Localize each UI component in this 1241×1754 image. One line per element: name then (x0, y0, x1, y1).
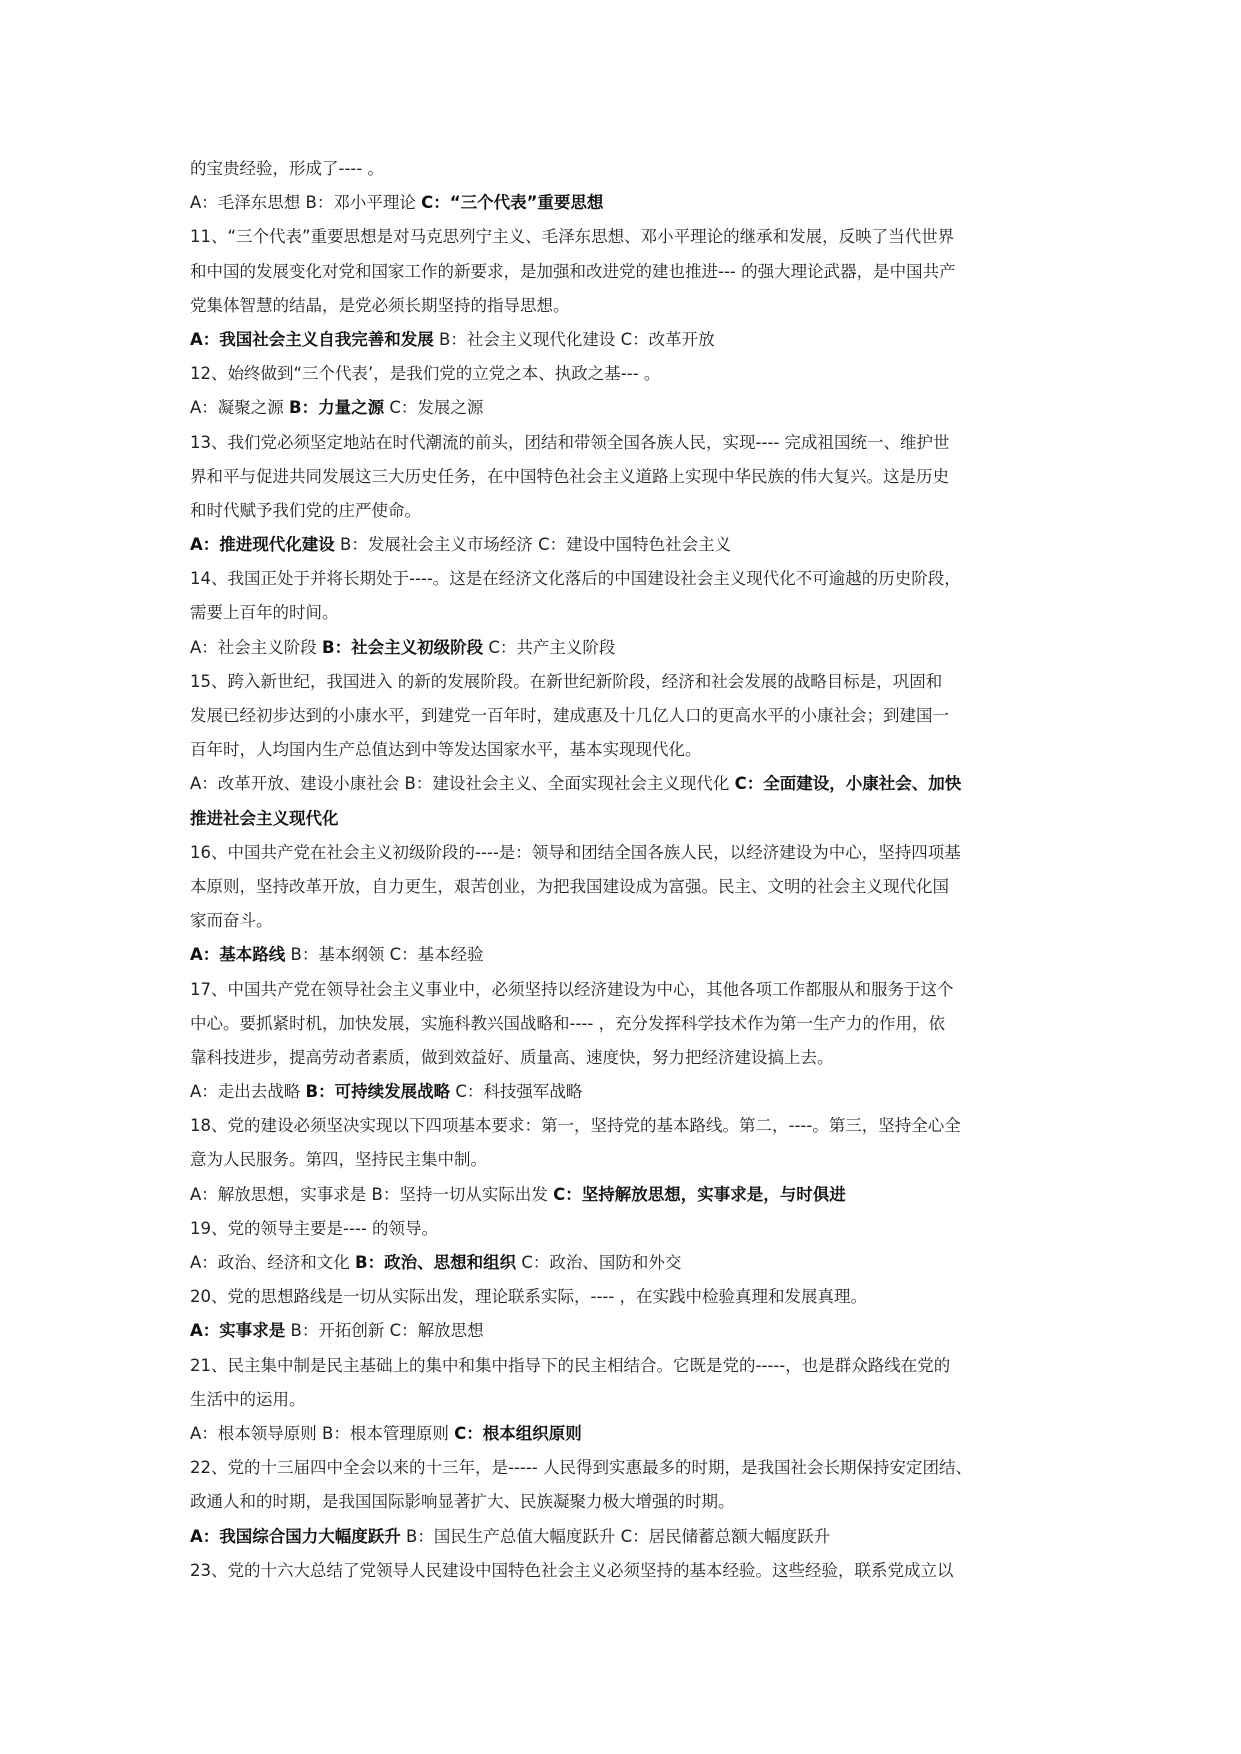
body-text: 12、始终做到“三个代表’，是我们党的立党之本、执政之基--- 。 (190, 364, 661, 384)
text-line (190, 973, 1070, 1007)
body-text: B：开拓创新 C：解放思想 (285, 1321, 484, 1341)
body-text: 13、我们党必须坚定地站在时代潮流的前头，团结和带领全国各族人民，实现---- 完成祖国统一、维护世 (190, 432, 950, 452)
text-line (190, 836, 1070, 870)
body-text: 中心。要抓紧时机，加快发展，实施科教兴国战略和---- ，充分发挥科学技术作为第一生产力的作用，依 (190, 1013, 946, 1033)
answer-text: A：推进现代化建设 (190, 535, 335, 555)
text-line (190, 733, 1070, 767)
body-text: 和时代赋予我们党的庄严使命。 (190, 500, 421, 520)
body-text: B：社会主义现代化建设 C：改革开放 (433, 329, 715, 349)
body-text: 百年时，人均国内生产总值达到中等发达国家水平，基本实现现代化。 (190, 740, 702, 760)
body-text: 17、中国共产党在领导社会主义事业中，必须坚持以经济建设为中心，其他各项工作都服从和服务于这个 (190, 979, 954, 999)
text-line (190, 255, 1070, 289)
answer-text: C：根本组织原则 (454, 1423, 582, 1443)
body-text: 发展已经初步达到的小康水平，到建党一百年时，建成惠及十几亿人口的更高水平的小康社会；到建国一 (190, 706, 949, 725)
body-text: C：政治、国防和外交 (516, 1253, 682, 1272)
body-text: 的宝贵经验，形成了---- 。 (190, 159, 385, 178)
text-line (190, 1007, 1070, 1041)
answer-text: C：全面建设，小康社会、加快 (734, 774, 962, 794)
text-line (190, 1280, 1070, 1314)
text-line (190, 289, 1070, 323)
text-line (190, 186, 1070, 220)
body-text: 界和平与促进共同发展这三大历史任务，在中国特色社会主义道路上实现中华民族的伟大复兴。这是历史 (190, 466, 949, 486)
text-line (190, 1554, 1070, 1588)
body-text: 23、党的十六大总结了党领导人民建设中国特色社会主义必须坚持的基本经验。这些经验，联系党成立以 (190, 1560, 954, 1580)
document-page (190, 152, 1070, 1588)
text-line (190, 426, 1070, 460)
text-line (190, 870, 1070, 904)
body-text: A：走出去战略 (190, 1082, 306, 1102)
body-text: 本原则，坚持改革开放，自力更生，艰苦创业，为把我国建设成为富强。民主、文明的社会主义现代化国 (190, 876, 949, 896)
body-text: 18、党的建设必须坚决实现以下四项基本要求：第一，坚持党的基本路线。第二，----。第三，坚持全心全 (190, 1116, 961, 1136)
body-text: C：共产主义阶段 (483, 637, 616, 657)
text-line (190, 1246, 1070, 1280)
text-line (190, 1143, 1070, 1177)
text-line (190, 528, 1070, 562)
body-text: A：根本领导原则 B：根本管理原则 (190, 1423, 455, 1443)
text-line (190, 665, 1070, 699)
text-line (190, 323, 1070, 357)
body-text: 政通人和的时期，是我国国际影响显著扩大、民族凝聚力极大增强的时期。 (190, 1492, 735, 1512)
body-text: A：毛泽东思想 B：邓小平理论 (190, 193, 422, 213)
text-line (190, 1109, 1070, 1143)
text-line (190, 460, 1070, 494)
text-line (190, 1041, 1070, 1075)
body-text: B：发展社会主义市场经济 C：建设中国特色社会主义 (334, 535, 732, 555)
text-line (190, 938, 1070, 972)
text-line (190, 596, 1070, 630)
body-text: B：基本纲领 C：基本经验 (285, 945, 484, 965)
body-text: 家而奋斗。 (190, 911, 273, 931)
text-line (190, 904, 1070, 938)
body-text: A：改革开放、建设小康社会 B：建设社会主义、全面实现社会主义现代化 (190, 774, 735, 794)
answer-text: 推进社会主义现代化 (190, 808, 339, 828)
answer-text: B：政治、思想和组织 (355, 1253, 517, 1272)
body-text: 20、党的思想路线是一切从实际出发，理论联系实际，---- ，在实践中检验真理和发展真理。 (190, 1287, 868, 1307)
body-text: A：凝聚之源 (190, 398, 290, 418)
body-text: 21、民主集中制是民主基础上的集中和集中指导下的民主相结合。它既是党的-----，也是群众路线在党的 (190, 1355, 951, 1375)
body-text: 15、跨入新世纪，我国进入 的新的发展阶段。在新世纪新阶段，经济和社会发展的战略目标是，巩固和 (190, 671, 943, 691)
body-text: 和中国的发展变化对党和国家工作的新要求，是加强和改进党的建也推进--- 的强大理论武器，是中国共产 (190, 261, 956, 281)
body-text: 16、中国共产党在社会主义初级阶段的----是：领导和团结全国各族人民，以经济建设为中心，坚持四项基 (190, 842, 961, 862)
answer-text: A：实事求是 (190, 1321, 286, 1341)
body-text: 生活中的运用。 (190, 1389, 306, 1409)
body-text: B：国民生产总值大幅度跃升 C：居民储蓄总额大幅度跃升 (400, 1526, 831, 1546)
text-line (190, 1178, 1070, 1212)
text-line (190, 1417, 1070, 1451)
text-line (190, 1485, 1070, 1519)
text-line (190, 357, 1070, 391)
answer-text: C：坚持解放思想，实事求是，与时俱进 (553, 1184, 846, 1204)
text-line (190, 220, 1070, 254)
text-line (190, 391, 1070, 425)
answer-text: B：力量之源 (289, 398, 385, 418)
body-text: 14、我国正处于并将长期处于----。这是在经济文化落后的中国建设社会主义现代化不可逾越的历史阶段， (190, 569, 961, 589)
answer-text: A：我国社会主义自我完善和发展 (190, 329, 434, 349)
body-text: 意为人民服务。第四，坚持民主集中制。 (190, 1150, 487, 1170)
text-line (190, 1383, 1070, 1417)
body-text: A：解放思想，实事求是 B：坚持一切从实际出发 (190, 1184, 554, 1204)
answer-text: B：社会主义初级阶段 (322, 637, 484, 657)
answer-text: C：“三个代表”重要思想 (421, 193, 604, 213)
text-line (190, 631, 1070, 665)
body-text: C：科技强军战略 (450, 1082, 583, 1102)
text-line (190, 1451, 1070, 1485)
body-text: 靠科技进步，提高劳动者素质，做到效益好、质量高、速度快，努力把经济建设搞上去。 (190, 1047, 834, 1067)
text-line (190, 802, 1070, 836)
answer-text: A：基本路线 (190, 945, 286, 965)
text-line (190, 1212, 1070, 1246)
text-line (190, 1520, 1070, 1554)
text-line (190, 1349, 1070, 1383)
text-line (190, 562, 1070, 596)
text-line (190, 767, 1070, 801)
answer-text: B：可持续发展战略 (305, 1082, 451, 1102)
text-line (190, 699, 1070, 733)
body-text: 需要上百年的时间。 (190, 603, 339, 623)
body-text: A：政治、经济和文化 (190, 1253, 356, 1272)
body-text: 19、党的领导主要是---- 的领导。 (190, 1218, 439, 1238)
text-line (190, 1314, 1070, 1348)
text-line (190, 1075, 1070, 1109)
text-line (190, 494, 1070, 528)
body-text: 11、“三个代表”重要思想是对马克思列宁主义、毛泽东思想、邓小平理论的继承和发展，反映了当代世界 (190, 227, 955, 247)
text-line (190, 152, 1070, 186)
body-text: A：社会主义阶段 (190, 637, 323, 657)
answer-text: A：我国综合国力大幅度跃升 (190, 1526, 401, 1546)
body-text: C：发展之源 (384, 398, 484, 418)
body-text: 党集体智慧的结晶，是党必须长期坚持的指导思想。 (190, 295, 570, 315)
body-text: 22、党的十三届四中全会以来的十三年，是----- 人民得到实惠最多的时期，是我国社会长期保持安定团结、 (190, 1458, 973, 1478)
